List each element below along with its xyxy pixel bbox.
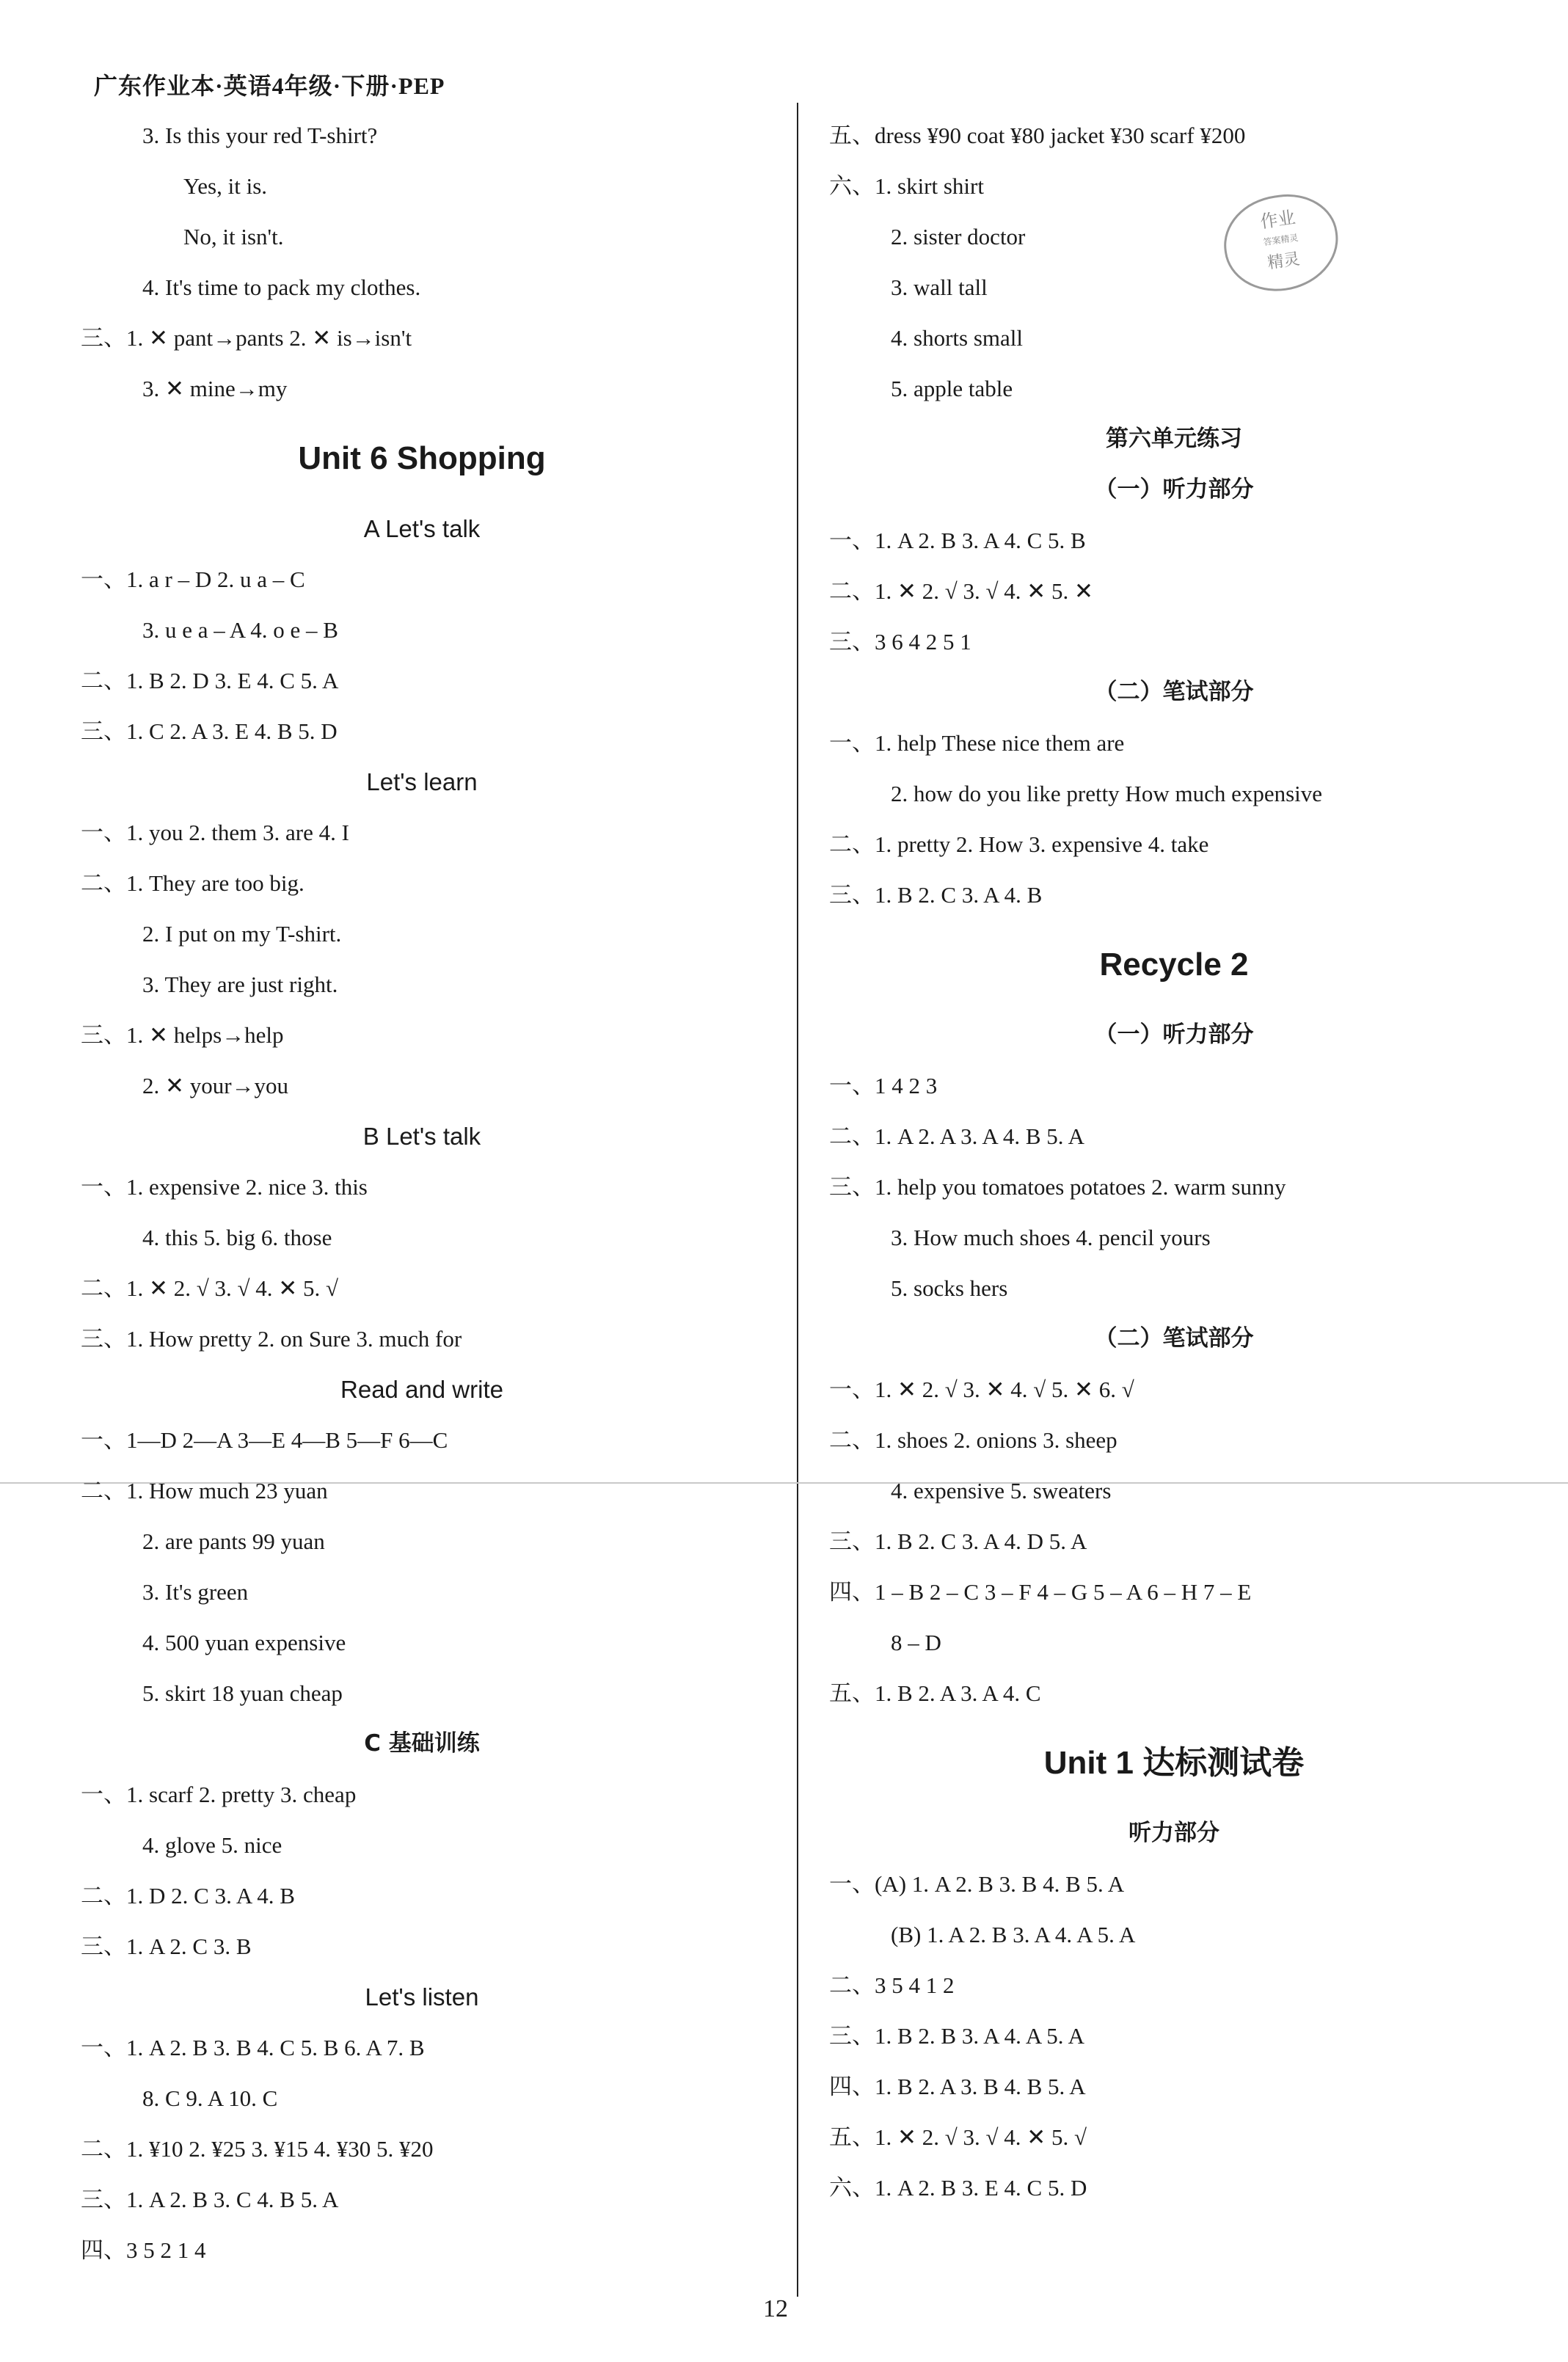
- section-title: Recycle 2: [1099, 947, 1249, 983]
- section-title: Unit 1 达标测试卷: [1043, 1745, 1305, 1781]
- answer-line: 2. I put on my T-shirt.: [142, 921, 342, 947]
- answer-line: 二、1. A 2. A 3. A 4. B 5. A: [829, 1123, 1084, 1149]
- section-subtitle: （二）笔试部分: [1094, 1325, 1254, 1352]
- answer-line: 4. this 5. big 6. those: [142, 1225, 332, 1250]
- section-subtitle: C 基础训练: [364, 1730, 480, 1757]
- answer-line: 3. Is this your red T-shirt?: [142, 123, 378, 148]
- answer-line: 一、1. A 2. B 3. A 4. C 5. B: [829, 528, 1086, 553]
- answer-line: 二、3 5 4 1 2: [829, 1972, 955, 1998]
- right-answer-column: [829, 110, 1519, 2213]
- answer-line: 三、1. B 2. C 3. A 4. D 5. A: [829, 1528, 1087, 1554]
- answer-line: 三、3 6 4 2 5 1: [829, 629, 971, 655]
- answer-line: 一、1. A 2. B 3. B 4. C 5. B 6. A 7. B: [81, 2035, 425, 2060]
- section-subtitle: Let's learn: [366, 768, 478, 795]
- answer-line: 二、1. How much 23 yuan: [81, 1478, 328, 1503]
- answer-line: 2. sister doctor: [891, 224, 1026, 249]
- answer-line: 一、1. you 2. them 3. are 4. I: [81, 820, 349, 845]
- answer-line: 5. skirt 18 yuan cheap: [142, 1680, 343, 1706]
- answer-line: 三、1. ✕ helps→help: [81, 1022, 284, 1048]
- answer-line: 3. u e a – A 4. o e – B: [142, 617, 338, 643]
- stamp-text-2: 答案精灵: [1262, 232, 1299, 248]
- answer-line: 四、1 – B 2 – C 3 – F 4 – G 5 – A 6 – H 7 – E: [829, 1579, 1252, 1605]
- section-title: Unit 6 Shopping: [298, 440, 546, 476]
- answer-line: 8 – D: [891, 1630, 941, 1655]
- answer-line: 2. ✕ your→you: [142, 1073, 289, 1098]
- answer-line: 五、dress ¥90 coat ¥80 jacket ¥30 scarf ¥200: [829, 123, 1246, 148]
- section-subtitle: A Let's talk: [363, 515, 481, 542]
- section-subtitle: Read and write: [340, 1376, 503, 1403]
- answer-line: 2. how do you like pretty How much expensive: [891, 781, 1323, 806]
- answer-line: 一、1—D 2—A 3—E 4—B 5—F 6—C: [81, 1427, 448, 1453]
- answer-line: 二、1. pretty 2. How 3. expensive 4. take: [829, 831, 1209, 857]
- answer-line: 3. ✕ mine→my: [142, 376, 288, 401]
- answer-line: 四、3 5 2 1 4: [81, 2237, 206, 2263]
- answer-line: 4. glove 5. nice: [142, 1832, 282, 1858]
- answer-line: 一、(A) 1. A 2. B 3. B 4. B 5. A: [829, 1871, 1125, 1897]
- answer-line: 二、1. They are too big.: [81, 870, 305, 896]
- answer-line: 六、1. skirt shirt: [829, 173, 984, 199]
- answer-line: 4. 500 yuan expensive: [142, 1630, 346, 1655]
- answer-line: No, it isn't.: [183, 224, 284, 249]
- answer-line: 一、1. expensive 2. nice 3. this: [81, 1174, 368, 1200]
- answer-line: 五、1. B 2. A 3. A 4. C: [829, 1680, 1041, 1706]
- answer-line: 三、1. ✕ pant→pants 2. ✕ is→isn't: [81, 325, 412, 351]
- answer-line: 4. It's time to pack my clothes.: [142, 274, 421, 300]
- answer-line: 5. apple table: [891, 376, 1013, 401]
- answer-line: 3. It's green: [142, 1579, 249, 1605]
- answer-line: 8. C 9. A 10. C: [142, 2085, 278, 2111]
- section-subtitle: （一）听力部分: [1094, 1021, 1254, 1048]
- answer-line: 六、1. A 2. B 3. E 4. C 5. D: [829, 2175, 1087, 2201]
- answer-line: 二、1. ✕ 2. √ 3. √ 4. ✕ 5. √: [81, 1275, 338, 1301]
- answer-line: 二、1. D 2. C 3. A 4. B: [81, 1883, 295, 1909]
- answer-line: 三、1. help you tomatoes potatoes 2. warm sunny: [829, 1174, 1286, 1200]
- answer-line: 二、1. ✕ 2. √ 3. √ 4. ✕ 5. ✕: [829, 578, 1093, 604]
- column-divider: [797, 103, 798, 2297]
- answer-line: 5. socks hers: [891, 1275, 1008, 1301]
- answer-line: 一、1. ✕ 2. √ 3. ✕ 4. √ 5. ✕ 6. √: [829, 1377, 1134, 1402]
- section-subtitle: B Let's talk: [362, 1123, 481, 1150]
- answer-line: 三、1. B 2. C 3. A 4. B: [829, 882, 1043, 908]
- answer-line: 4. shorts small: [891, 325, 1023, 351]
- answer-line: 五、1. ✕ 2. √ 3. √ 4. ✕ 5. √: [829, 2124, 1087, 2150]
- answer-line: 三、1. B 2. B 3. A 4. A 5. A: [829, 2023, 1084, 2049]
- stamp-text-3: 精灵: [1266, 249, 1302, 273]
- answer-line: 三、1. How pretty 2. on Sure 3. much for: [81, 1326, 462, 1352]
- answer-line: 二、1. B 2. D 3. E 4. C 5. A: [81, 668, 339, 693]
- answer-line: 三、1. A 2. C 3. B: [81, 1933, 252, 1959]
- answer-line: 3. They are just right.: [142, 972, 338, 997]
- answer-line: 一、1. help These nice them are: [829, 730, 1125, 756]
- answer-line: Yes, it is.: [183, 173, 268, 199]
- answer-line: 三、1. A 2. B 3. C 4. B 5. A: [81, 2187, 339, 2212]
- stamp-text-1: 作业: [1258, 207, 1297, 233]
- answer-line: 3. How much shoes 4. pencil yours: [891, 1225, 1211, 1250]
- answer-line: 二、1. shoes 2. onions 3. sheep: [829, 1427, 1117, 1453]
- answer-line: 2. are pants 99 yuan: [142, 1528, 325, 1554]
- answer-line: 四、1. B 2. A 3. B 4. B 5. A: [829, 2074, 1086, 2099]
- page-number: 12: [763, 2295, 788, 2322]
- section-subtitle: 听力部分: [1128, 1820, 1219, 1846]
- section-subtitle: （二）笔试部分: [1094, 679, 1254, 705]
- section-subtitle: Let's listen: [365, 1983, 479, 2011]
- answer-line: 二、1. ¥10 2. ¥25 3. ¥15 4. ¥30 5. ¥20: [81, 2136, 434, 2162]
- answer-line: 一、1. scarf 2. pretty 3. cheap: [81, 1782, 357, 1807]
- answer-line: 一、1. a r – D 2. u a – C: [81, 566, 305, 592]
- answer-line: 三、1. C 2. A 3. E 4. B 5. D: [81, 718, 338, 744]
- section-subtitle: 第六单元练习: [1106, 426, 1242, 452]
- left-answer-column: [81, 110, 763, 2275]
- answer-line: 一、1 4 2 3: [829, 1073, 938, 1098]
- answer-line: 4. expensive 5. sweaters: [891, 1478, 1112, 1503]
- page-header: 广东作业本·英语4年级·下册·PEP: [94, 73, 445, 99]
- answer-line: (B) 1. A 2. B 3. A 4. A 5. A: [891, 1922, 1136, 1947]
- answer-line: 3. wall tall: [891, 274, 988, 300]
- section-subtitle: （一）听力部分: [1094, 476, 1254, 503]
